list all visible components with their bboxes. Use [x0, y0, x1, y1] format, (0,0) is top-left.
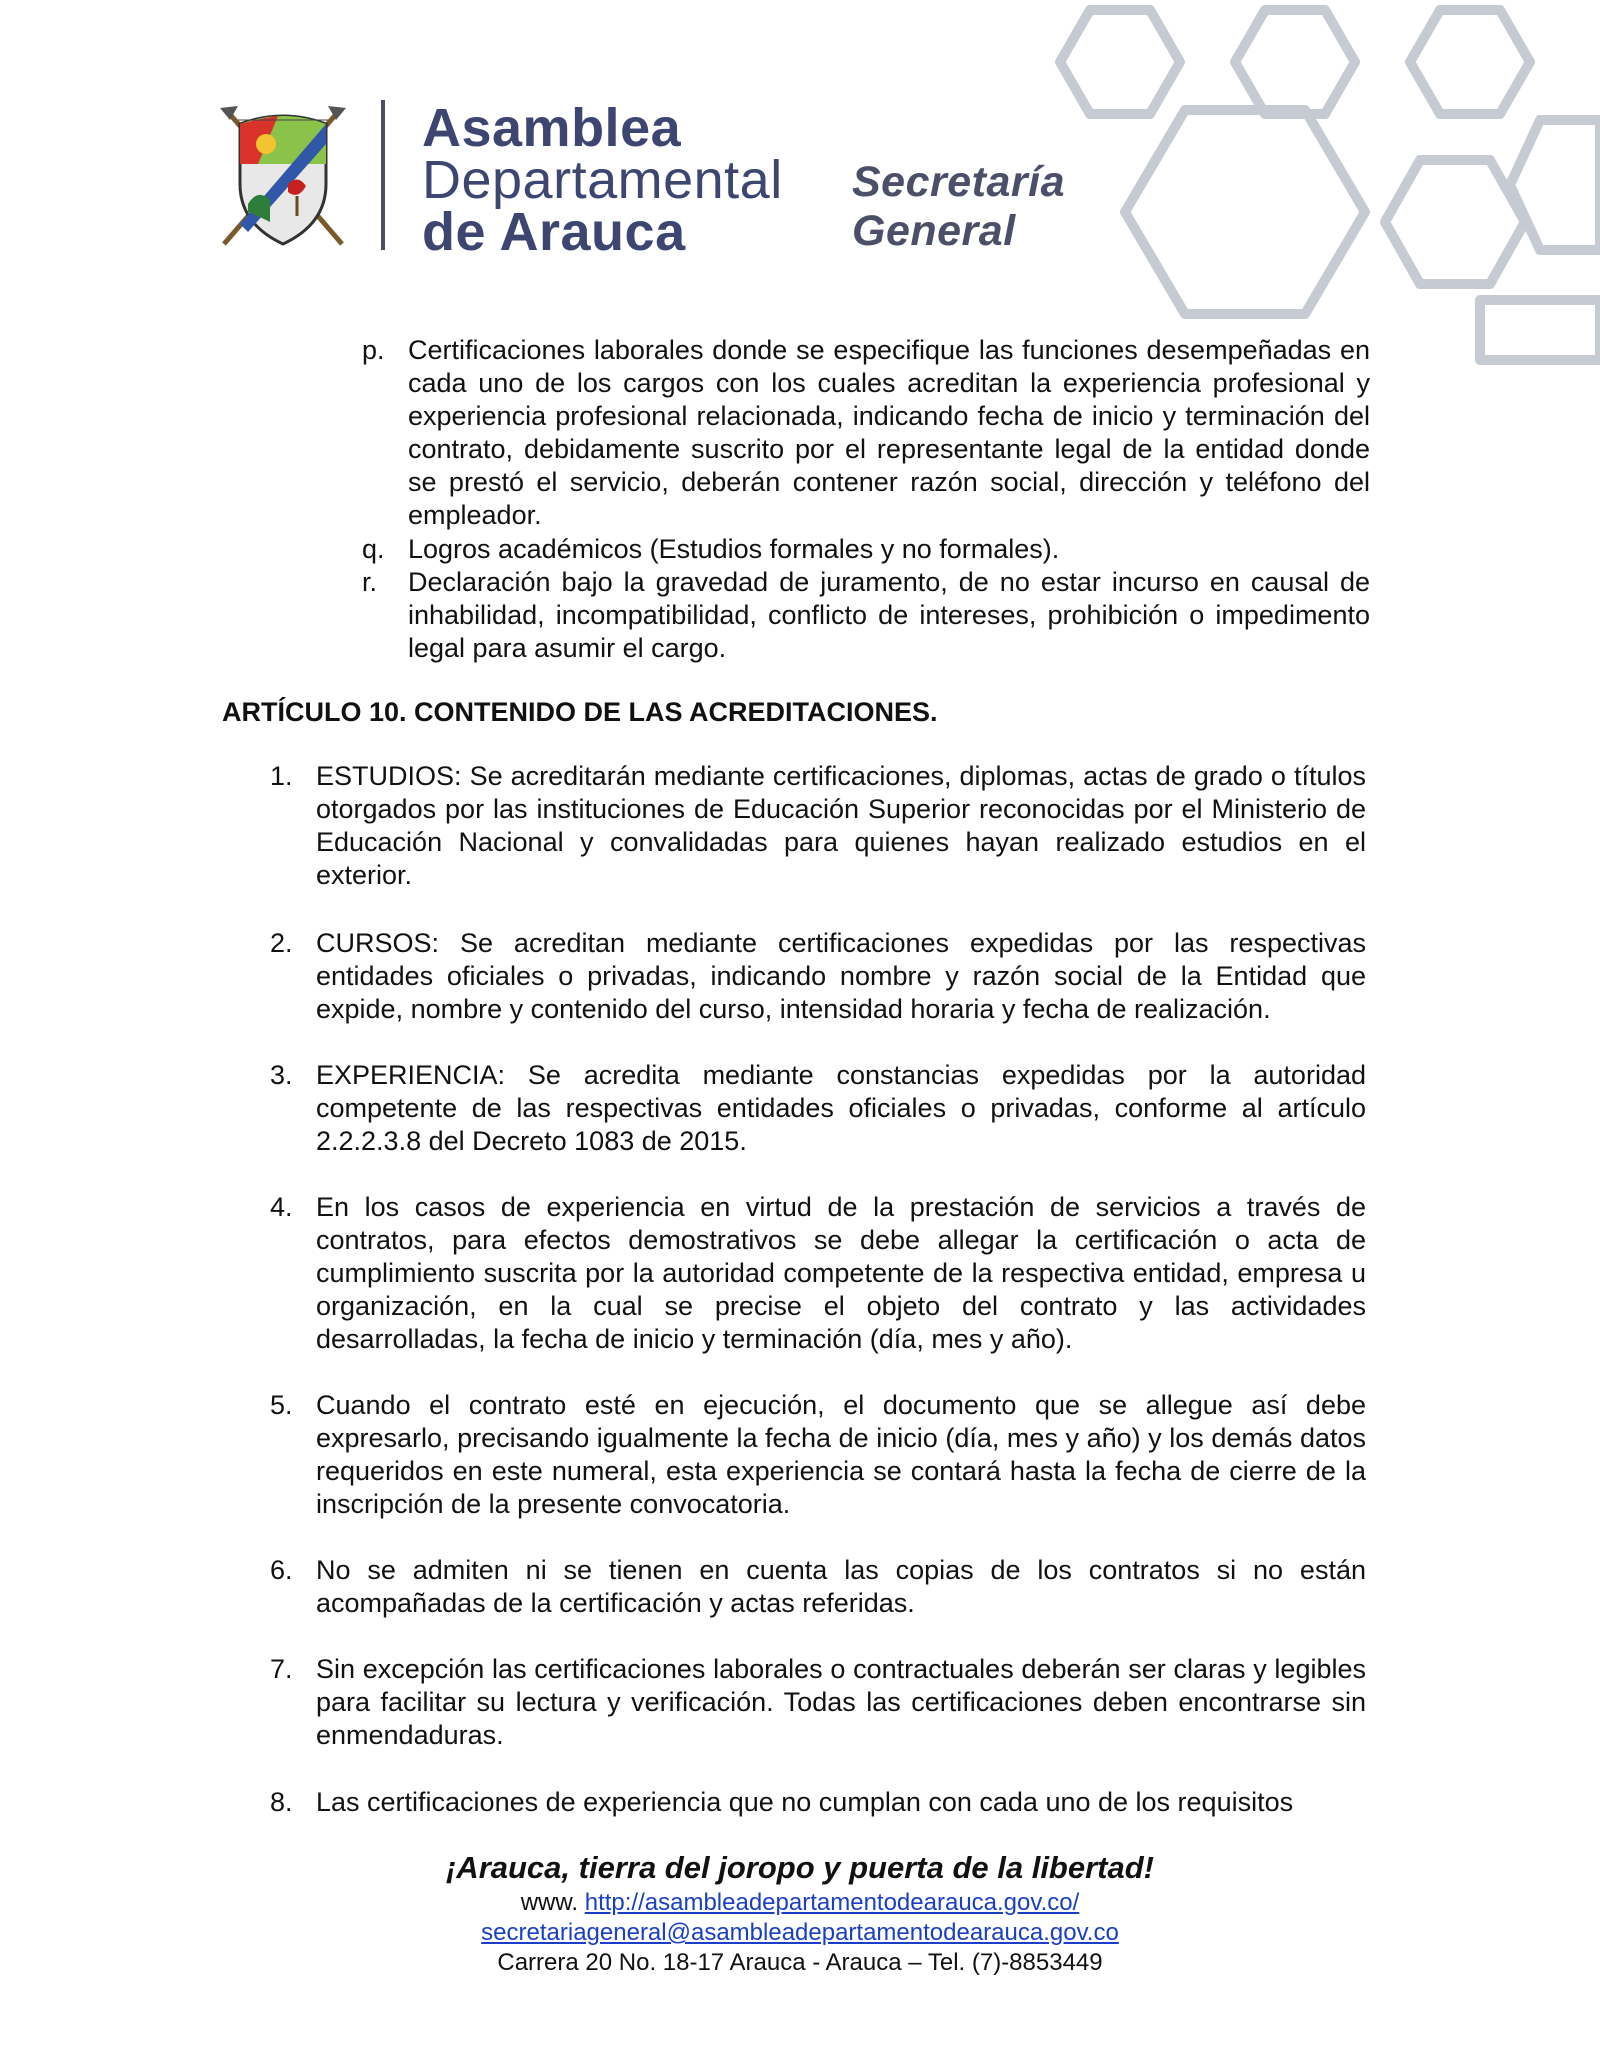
org-name-line-3: de Arauca	[422, 202, 686, 262]
list-item-4: En los casos de experiencia en virtud de la prestación de servicios a través de contratos, para efectos demostrativos se debe allegar la certificación o acta de cumplimiento suscrita por la autoridad competente de la respectiva entidad, empresa u organización, en la cual se precise el objeto del contrato y las actividades desarrolladas, la fecha de inicio y terminación (día, mes y año).	[316, 1192, 1366, 1354]
footer-slogan: ¡Arauca, tierra del joropo y puerta de la libertad!	[445, 1850, 1154, 1885]
list-item-6: No se admiten ni se tienen en cuenta las copias de los contratos si no están acompañadas de la certificación y actas referidas.	[316, 1555, 1366, 1618]
footer-email-line	[0, 1918, 1600, 1948]
website-link[interactable]: http://asambleadepartamentodearauca.gov.co/	[584, 1889, 1080, 1916]
header-divider	[381, 100, 385, 250]
org-name-line-1: Asamblea	[422, 98, 682, 158]
list-item-2: CURSOS: Se acreditan mediante certificaciones expedidas por las respectivas entidades oficiales o privadas, indicando nombre y razón social de la Entidad que expide, nombre y contenido del curso, intensidad horaria y fecha de realización.	[316, 928, 1366, 1024]
section-title: Secretaría General	[852, 158, 1065, 255]
list-marker: r.	[362, 567, 378, 597]
list-item-1: ESTUDIOS: Se acreditarán mediante certificaciones, diplomas, actas de grado o títulos otorgados por las instituciones de Educación Superior reconocidas por el Ministerio de Educación Nacional y convalidadas para quienes hayan realizado estudios en el exterior.	[316, 761, 1366, 890]
list-marker: 2.	[270, 928, 293, 958]
list-item-p: Certificaciones laborales donde se especifique las funciones desempeñadas en cada uno de los cargos con los cuales acreditan la experiencia profesional y experiencia profesional relacionada, indicando fecha de inicio y terminación del contrato, debidamente suscrito por el representante legal de la entidad donde se prestó el servicio, deberán contener razón social, dirección y teléfono del empleador.	[408, 335, 1370, 530]
list-marker: 5.	[270, 1390, 293, 1420]
list-item-3: EXPERIENCIA: Se acredita mediante constancias expedidas por la autoridad competente de las respectivas entidades oficiales o privadas, conforme al artículo 2.2.2.3.8 del Decreto 1083 de 2015.	[316, 1060, 1366, 1156]
letterhead	[218, 98, 1218, 262]
list-marker: p.	[362, 335, 385, 365]
list-marker: 7.	[270, 1654, 293, 1684]
email-link[interactable]: secretariageneral@asambleadepartamentodearauca.gov.co	[481, 1919, 1119, 1946]
list-marker: 4.	[270, 1192, 293, 1222]
list-marker: q.	[362, 534, 385, 564]
list-item-q: Logros académicos (Estudios formales y no formales).	[408, 534, 1060, 564]
list-marker: 6.	[270, 1555, 293, 1585]
list-marker: 3.	[270, 1060, 293, 1090]
www-prefix: www.	[520, 1889, 579, 1916]
list-marker: 8.	[270, 1787, 293, 1817]
list-item-r: Declaración bajo la gravedad de juramento, de no estar incurso en causal de inhabilidad, incompatibilidad, conflicto de intereses, prohibición o impedimento legal para asumir el cargo.	[408, 567, 1370, 663]
list-item-7: Sin excepción las certificaciones laborales o contractuales deberán ser claras y legibles para facilitar su lectura y verificación. Todas las certificaciones deben encontrarse sin enmendaduras.	[316, 1654, 1366, 1750]
coat-of-arms-icon	[218, 104, 348, 252]
list-item-5: Cuando el contrato esté en ejecución, el documento que se allegue así debe expresarlo, precisando igualmente la fecha de inicio (día, mes y año) y los demás datos requeridos en este numeral, esta experiencia se contará hasta la fecha de cierre de la inscripción de la presente convocatoria.	[316, 1390, 1366, 1519]
footer-website-line	[0, 1888, 1600, 1918]
footer-address: Carrera 20 No. 18-17 Arauca - Arauca – Tel. (7)-8853449	[497, 1949, 1103, 1976]
list-item-8: Las certificaciones de experiencia que no cumplan con cada uno de los requisitos	[316, 1787, 1294, 1817]
org-name-line-2: Departamental	[422, 150, 783, 210]
list-marker: 1.	[270, 761, 293, 791]
page-footer	[0, 1848, 1600, 1978]
article-heading: ARTÍCULO 10. CONTENIDO DE LAS ACREDITACIONES.	[222, 697, 938, 727]
